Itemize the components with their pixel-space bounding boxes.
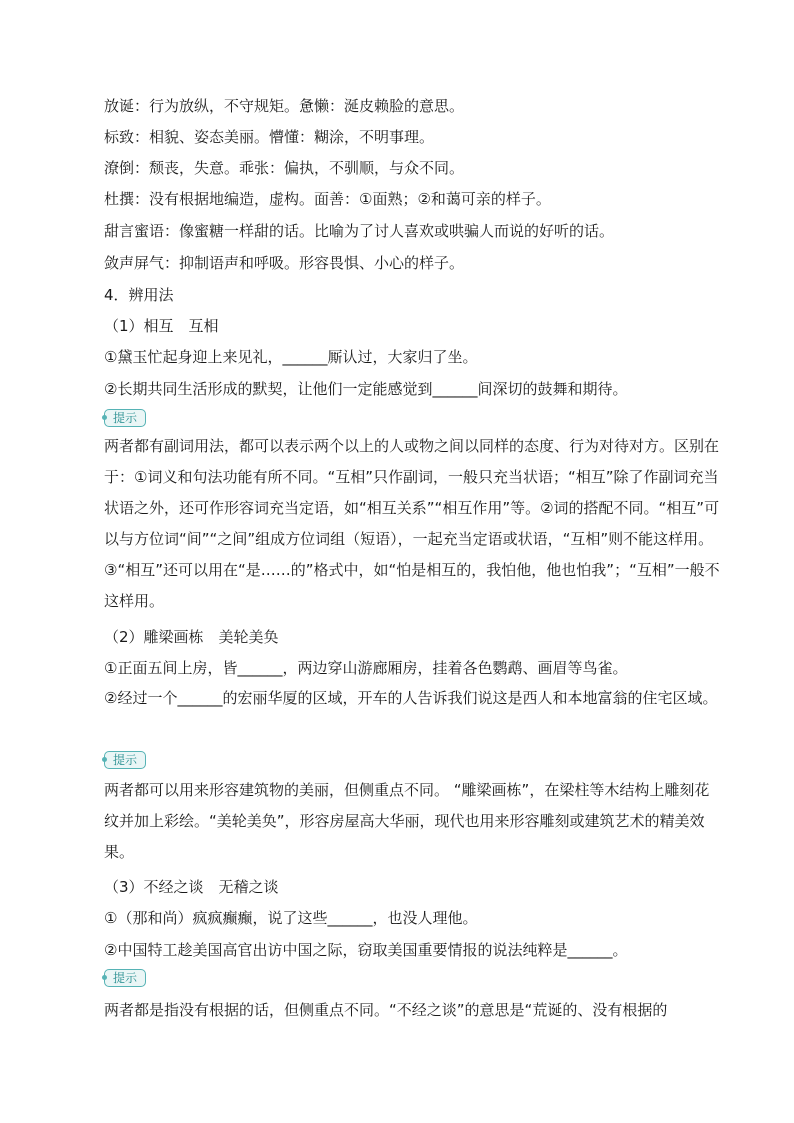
group-3-hint: 两者都是指没有根据的话，但侧重点不同。“不经之谈”的意思是“荒诞的、没有根据的 bbox=[104, 1001, 668, 1019]
vocab-line-3: 潦倒：颓丧，失意。乖张：偏执，不驯顺，与众不同。 bbox=[104, 159, 465, 177]
badge-dot-icon bbox=[102, 415, 107, 420]
group-3-sentence-2: ②中国特工趁美国高官出访中国之际，窃取美国重要情报的说法纯粹是______。 bbox=[104, 941, 628, 959]
section-heading: 4．辨用法 bbox=[104, 286, 174, 304]
group-2-hint: 两者都可以用来形容建筑物的美丽，但侧重点不同。 “雕梁画栋”，在梁柱等木结构上雕刻花纹并加上彩绘。“美轮美奂”，形容房屋高大华丽，现代也用来形容雕刻或建筑艺术的精美效果。 bbox=[104, 781, 710, 861]
vocab-line-4: 杜撰：没有根据地编造，虚构。面善：①面熟；②和蔼可亲的样子。 bbox=[104, 190, 551, 208]
vocab-line-5: 甜言蜜语：像蜜糖一样甜的话。比喻为了讨人喜欢或哄骗人而说的好听的话。 bbox=[104, 222, 615, 240]
vocab-line-1: 放诞：行为放纵，不守规矩。惫懒：涎皮赖脸的意思。 bbox=[104, 97, 465, 115]
group-1-hint: 两者都有副词用法，都可以表示两个以上的人或物之间以同样的态度、行为对待对方。区别在于：①词义和句法功能有所不同。“互相”只作副词，一般只充当状语；“相互”除了作副词充当状语之外，还可作形容词充当定语，如“相互关系”“相互作用”等。②词的搭配不同。“相互”可以与方位词“间”“之间”组成方位词组（短语），一起充当定语或状语，“互相”则不能这样用。③“相互”还可以用在“是……的”格式中，如“怕是相互的，我怕他，他也怕我”；“互相”一般不这样用。 bbox=[104, 437, 720, 610]
group-3-title: （3）不经之谈 无稽之谈 bbox=[104, 878, 279, 896]
badge-dot-icon bbox=[102, 757, 107, 762]
group-1-sentence-1: ①黛玉忙起身迎上来见礼，______厮认过，大家归了坐。 bbox=[104, 348, 478, 366]
hint-badge-2: 提示 bbox=[104, 751, 146, 769]
group-2-sentence-1: ①正面五间上房，皆______，两边穿山游廊厢房，挂着各色鹦鹉、画眉等鸟雀。 bbox=[104, 659, 628, 677]
group-2-sentence-2: ②经过一个______的宏丽华厦的区域，开车的人告诉我们说这是西人和本地富翁的住宅区域。 bbox=[104, 689, 718, 707]
vocab-line-6: 敛声屏气：抑制语声和呼吸。形容畏惧、小心的样子。 bbox=[104, 254, 465, 272]
vocab-line-2: 标致：相貌、姿态美丽。懵懂：糊涂，不明事理。 bbox=[104, 128, 435, 146]
badge-dot-icon bbox=[102, 975, 107, 980]
group-3-sentence-1: ①（那和尚）疯疯癫癫，说了这些______，也没人理他。 bbox=[104, 909, 478, 927]
group-1-title: （1）相互 互相 bbox=[104, 317, 219, 335]
hint-badge-1: 提示 bbox=[104, 409, 146, 427]
hint-badge-3: 提示 bbox=[104, 969, 146, 987]
group-2-title: （2）雕梁画栋 美轮美奂 bbox=[104, 628, 279, 646]
group-1-sentence-2: ②长期共同生活形成的默契，让他们一定能感觉到______间深切的鼓舞和期待。 bbox=[104, 380, 628, 398]
